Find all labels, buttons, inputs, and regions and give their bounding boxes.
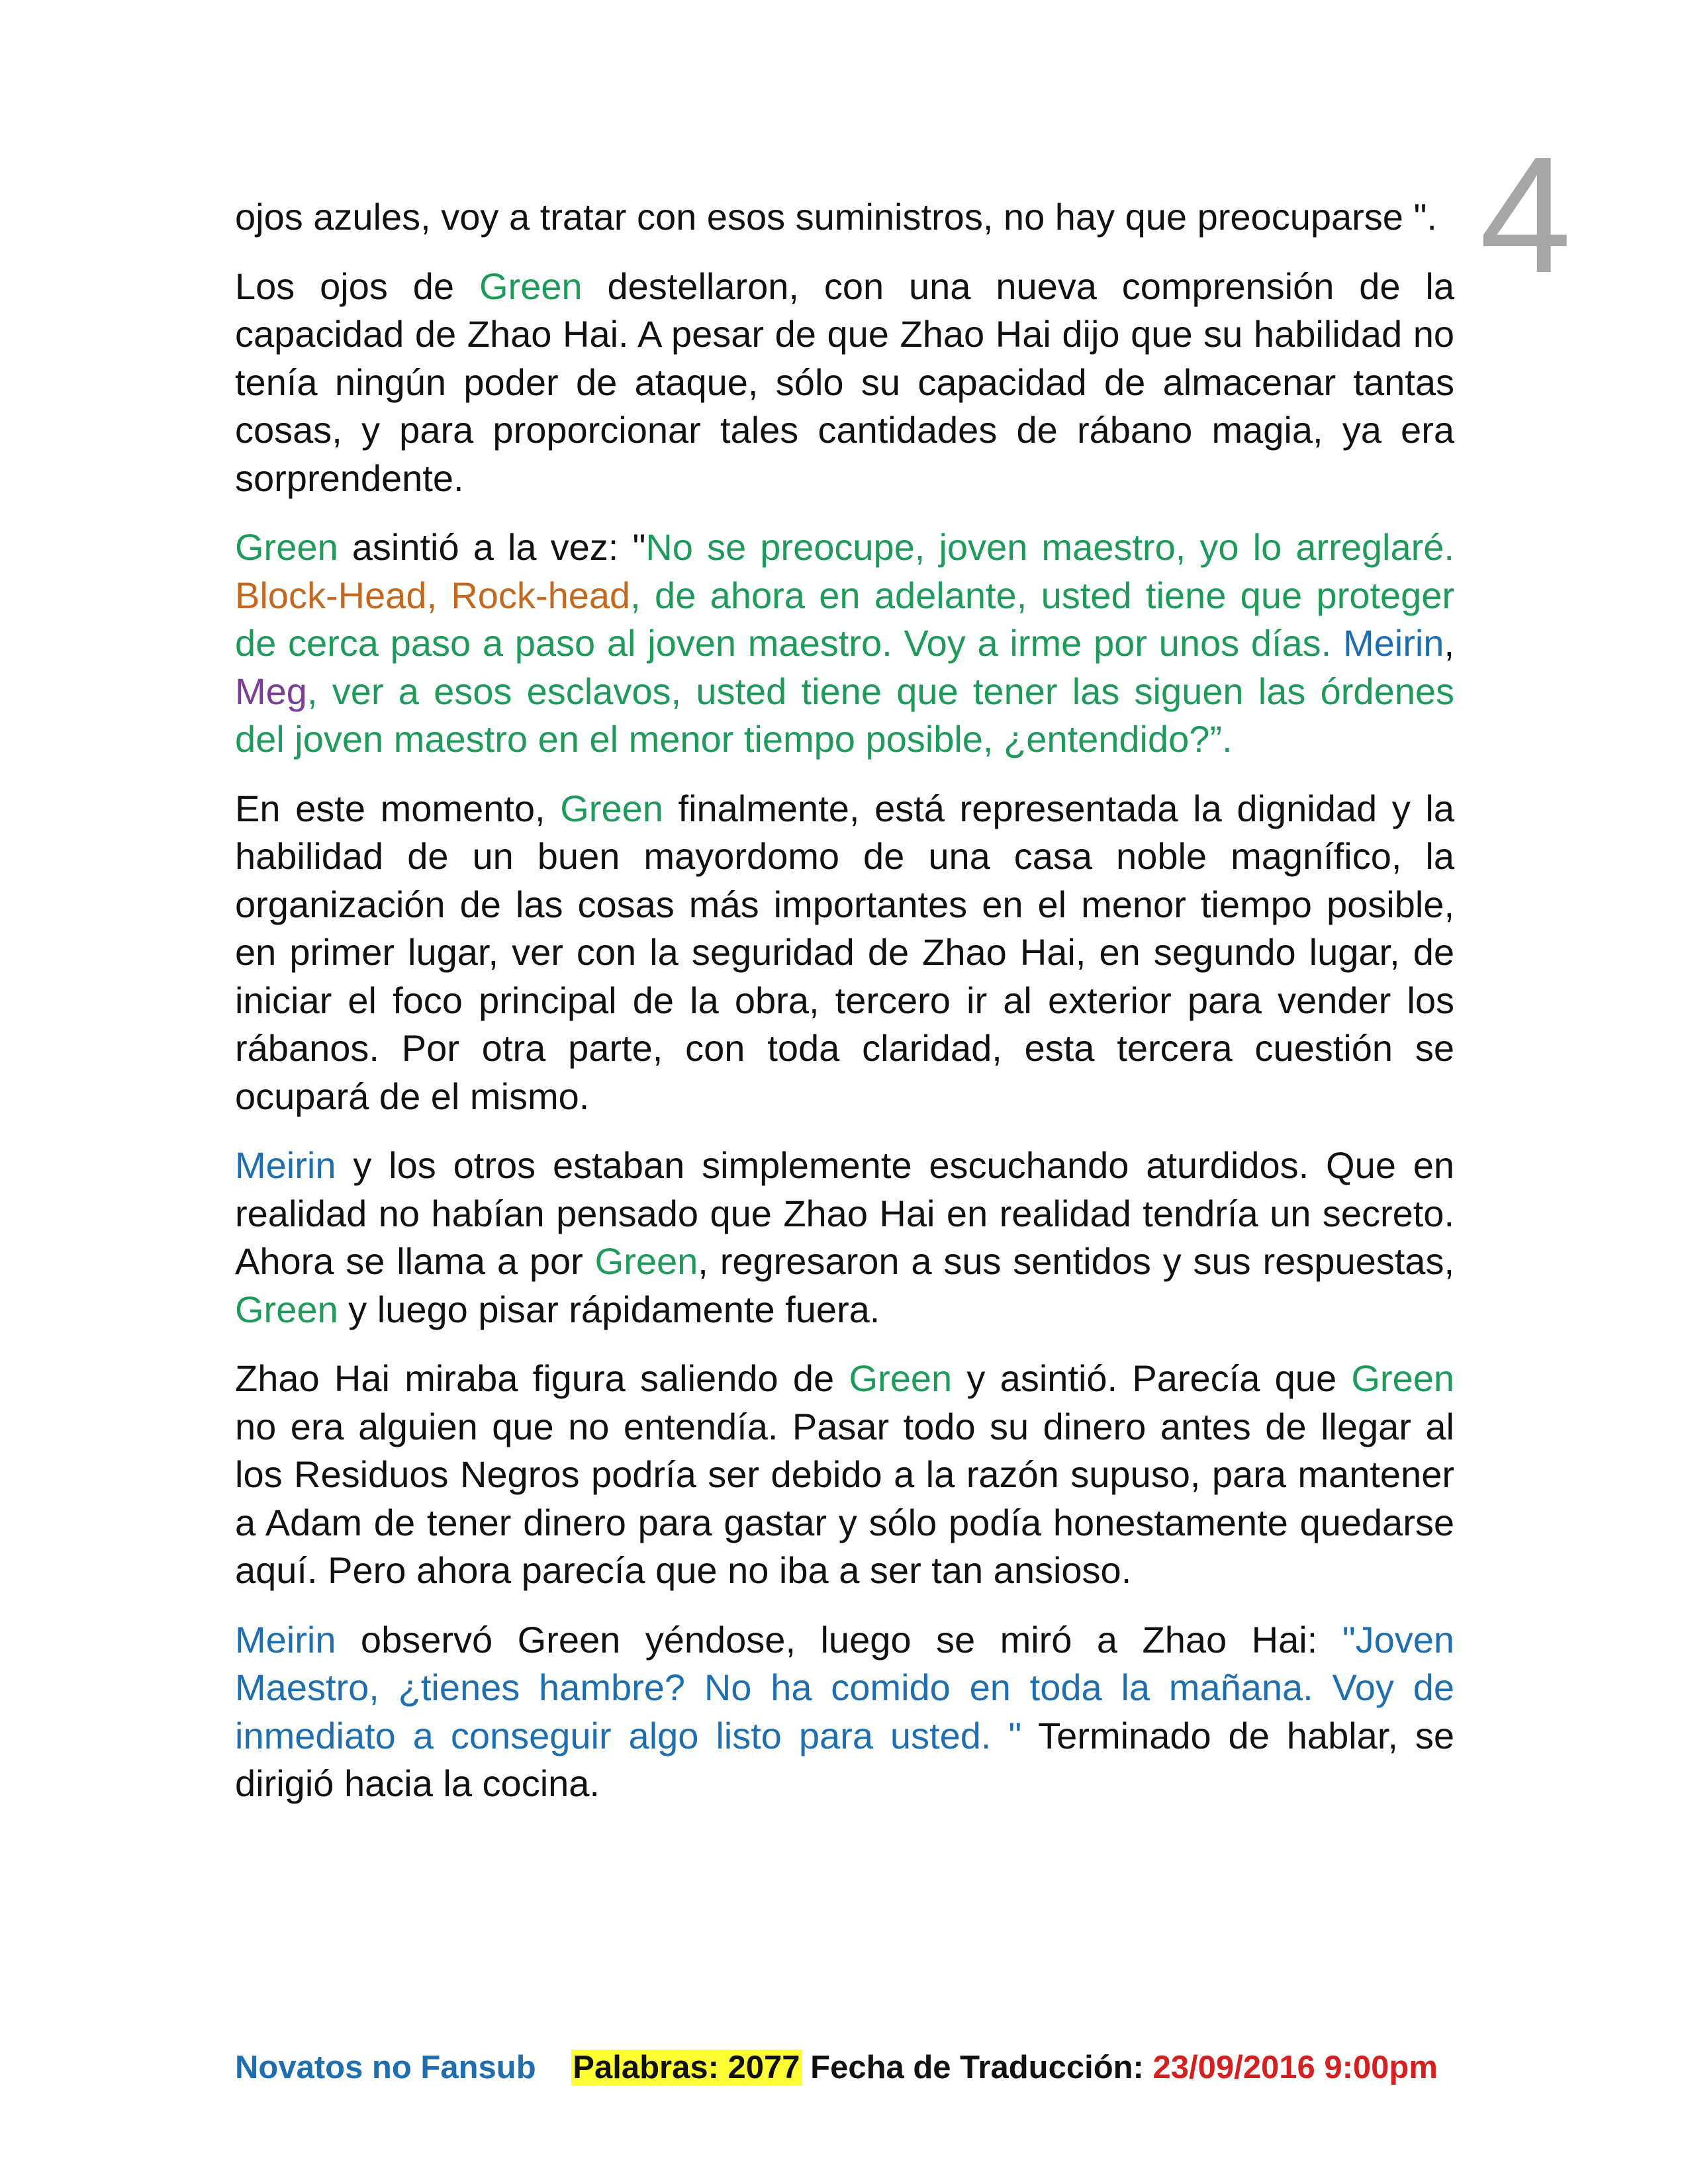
highlighted-text-blue: Meirin <box>235 1618 336 1661</box>
footer <box>235 2047 1454 2088</box>
highlighted-text-green: Green <box>479 265 583 307</box>
text-segment: Zhao Hai miraba figura saliendo de <box>235 1357 849 1399</box>
text-segment: y luego pisar rápidamente fuera. <box>338 1288 880 1330</box>
text-segment: asintió a la vez: " <box>338 526 646 568</box>
highlighted-text-orange: Block-Head, Rock-head <box>235 574 631 616</box>
paragraph <box>235 193 1454 242</box>
paragraph <box>235 785 1454 1121</box>
text-segment: ojos azules, voy a tratar con esos suministros, no hay que preocuparse ". <box>235 196 1437 238</box>
text-segment: finalmente, está representada la dignidad y la habilidad de un buen mayordomo de una casa noble magnífico, la organización de las cosas más importantes en el menor tiempo posible, en primer lugar, ver con la seguridad de Zhao Hai, en segundo lugar, de iniciar el foco principal de la obra, tercero ir al exterior para vender los rábanos. Por otra parte, con toda claridad, esta tercera cuestión se ocupará de el mismo. <box>235 787 1454 1117</box>
highlighted-text-green: Green <box>1351 1357 1455 1399</box>
text-segment: y los otros estaban simplemente escuchando aturdidos. Que en realidad no habían pensado que Zhao Hai en realidad tendría un secreto. Ahora se llama a por <box>235 1144 1454 1282</box>
highlighted-text-blue: Meirin <box>235 1144 336 1186</box>
highlighted-text-green: Green <box>594 1240 698 1282</box>
translation-date: 23/09/2016 9:00pm <box>1152 2050 1438 2085</box>
paragraph <box>235 523 1454 764</box>
highlighted-text-green: , de ahora en adelante, usted tiene que proteger de cerca paso a paso al joven maestro. Voy a irme por unos días. <box>235 574 1455 664</box>
text-segment: y asintió. Parecía que <box>952 1357 1352 1399</box>
text-segment: , regresaron a sus sentidos y sus respuestas, <box>698 1240 1455 1282</box>
translation-date-label: Fecha de Traducción: <box>810 2050 1144 2085</box>
fansub-name: Novatos no Fansub <box>235 2050 536 2085</box>
paragraph <box>235 1355 1454 1595</box>
text-segment: observó Green yéndose, luego se miró a Zhao Hai: <box>336 1618 1342 1661</box>
document-body <box>235 193 1454 1829</box>
highlighted-text-green: Green <box>235 526 338 568</box>
highlighted-text-blue: "Joven Maestro, ¿tienes hambre? No ha comido en toda la mañana. Voy de inmediato a conseguir algo listo para usted. " <box>235 1618 1454 1756</box>
highlighted-text-green: Green <box>560 787 663 829</box>
highlighted-text-green: No se preocupe, joven maestro, yo lo arreglaré. <box>645 526 1454 568</box>
text-segment: Los ojos de <box>235 265 479 307</box>
page-number: 4 <box>1479 122 1572 307</box>
text-segment: En este momento, <box>235 787 561 829</box>
text-segment: Terminado de hablar, se dirigió hacia la cocina. <box>235 1714 1454 1804</box>
paragraph <box>235 1142 1454 1334</box>
highlighted-text-green: , ver a esos esclavos, usted tiene que tener las siguen las órdenes del joven maestro en el menor tiempo posible, ¿entendido?”. <box>235 670 1454 760</box>
highlighted-text-green: Green <box>235 1288 338 1330</box>
text-segment: , <box>1444 622 1454 664</box>
paragraph <box>235 1616 1454 1808</box>
word-count: Palabras: 2077 <box>573 2050 800 2085</box>
highlighted-text-blue: Meirin <box>1342 622 1444 664</box>
highlighted-text-green: Green <box>849 1357 953 1399</box>
text-segment: no era alguien que no entendía. Pasar todo su dinero antes de llegar al los Residuos Negros podría ser debido a la razón supuso, para mantener a Adam de tener dinero para gastar y sólo podía honestamente quedarse aquí. Pero ahora parecía que no iba a ser tan ansioso. <box>235 1405 1454 1591</box>
text-segment: destellaron, con una nueva comprensión de la capacidad de Zhao Hai. A pesar de que Zhao Hai dijo que su habilidad no tenía ningún poder de ataque, sólo su capacidad de almacenar tantas cosas, y para proporcionar tales cantidades de rábano magia, ya era sorprendente. <box>235 265 1454 499</box>
highlighted-text-purple: Meg <box>235 670 307 712</box>
paragraph <box>235 263 1454 503</box>
